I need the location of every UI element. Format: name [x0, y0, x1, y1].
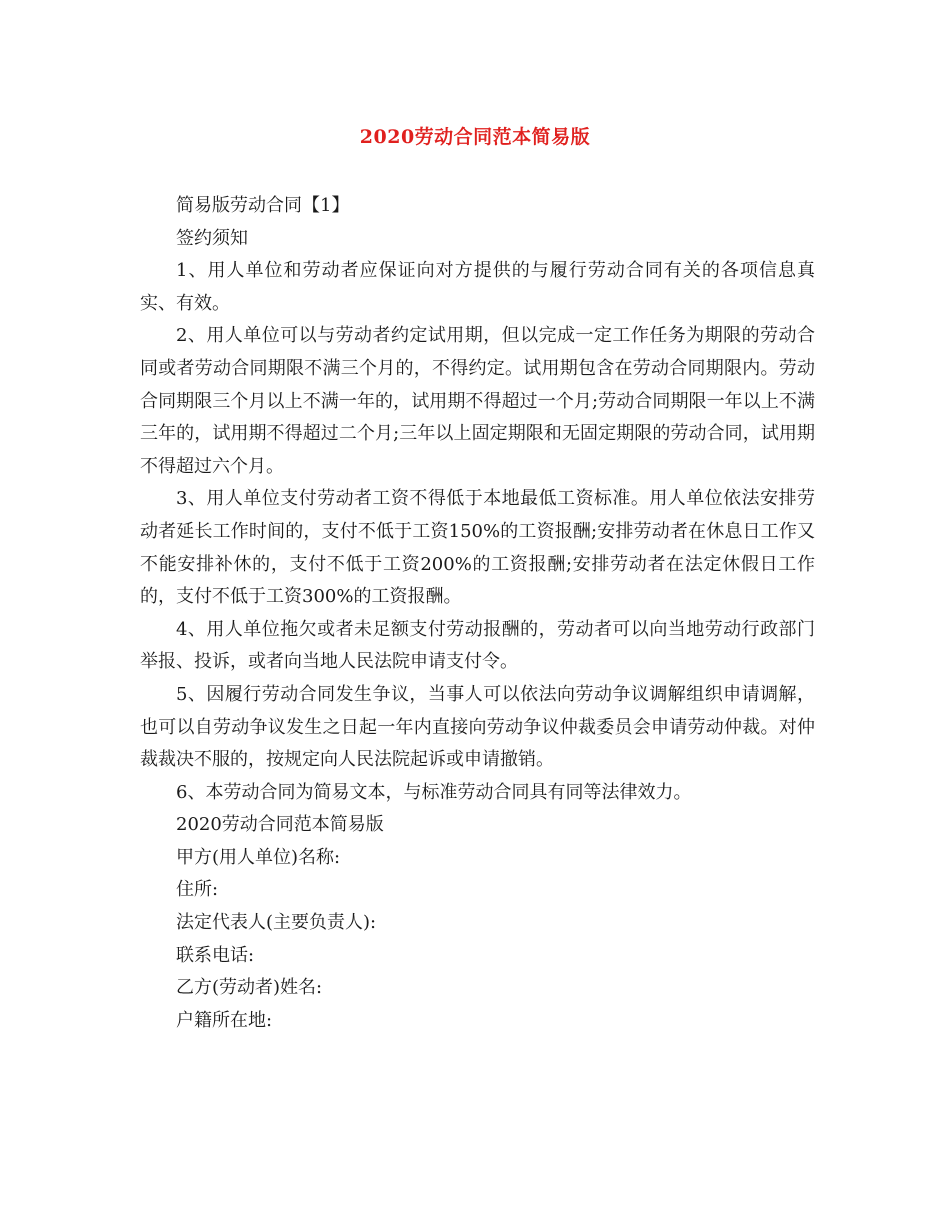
party-b-name-field: 乙方(劳动者)姓名:: [176, 977, 323, 999]
notice-item-5: 5、因履行劳动合同发生争议，当事人可以依法向劳动争议调解组织申请调解，也可以自劳动争议发生之日起一年内直接向劳动争议仲裁委员会申请劳动仲裁。对仲裁裁决不服的，按规定向人民法院起诉或申请撤销。: [140, 683, 815, 771]
notice-item-2: 2、用人单位可以与劳动者约定试用期，但以完成一定工作任务为期限的劳动合同或者劳动合同期限不满三个月的，不得约定。试用期包含在劳动合同期限内。劳动合同期限三个月以上不满一年的，试用期不得超过一个月;劳动合同期限一年以上不满三年的，试用期不得超过二个月;三年以上固定期限和无固定期限的劳动合同，试用期不得超过六个月。: [140, 325, 815, 477]
notice-item-4: 4、用人单位拖欠或者未足额支付劳动报酬的，劳动者可以向当地劳动行政部门举报、投诉，或者向当地人民法院申请支付令。: [140, 618, 815, 673]
party-a-address-field: 住所:: [176, 879, 219, 901]
contact-phone-field: 联系电话:: [176, 944, 255, 966]
notice-heading: 签约须知: [176, 227, 248, 249]
party-a-name-field: 甲方(用人单位)名称:: [176, 846, 341, 868]
notice-item-3: 3、用人单位支付劳动者工资不得低于本地最低工资标准。用人单位依法安排劳动者延长工作时间的，支付不低于工资150%的工资报酬;安排劳动者在休息日工作又不能安排补休的，支付不低于工资200%的工资报酬;安排劳动者在法定休假日工作的，支付不低于工资300%的工资报酬。: [140, 488, 815, 608]
document-body: [140, 190, 815, 1037]
document-title: 2020劳动合同范本简易版: [359, 126, 591, 148]
household-registration-field: 户籍所在地:: [176, 1009, 273, 1031]
legal-representative-field: 法定代表人(主要负责人):: [176, 912, 377, 934]
contract-heading: 简易版劳动合同【1】: [176, 195, 350, 216]
contract-title: 2020劳动合同范本简易版: [176, 814, 384, 836]
notice-item-1: 1、用人单位和劳动者应保证向对方提供的与履行劳动合同有关的各项信息真实、有效。: [140, 260, 815, 314]
notice-item-6: 6、本劳动合同为简易文本，与标准劳动合同具有同等法律效力。: [176, 781, 692, 803]
